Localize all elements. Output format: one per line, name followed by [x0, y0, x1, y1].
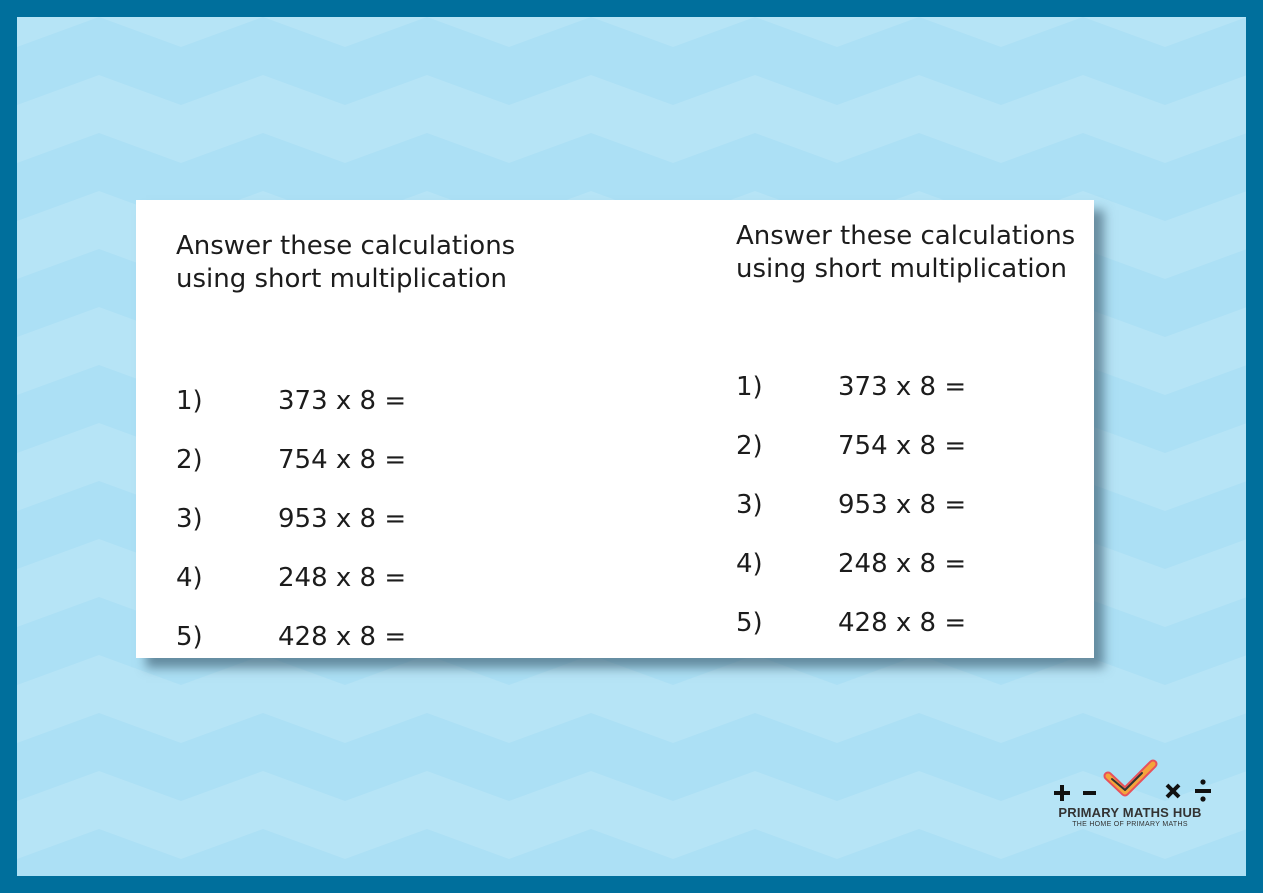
- question-item: [176, 622, 406, 681]
- logo-symbols: [1050, 752, 1220, 802]
- instruction-text: Answer these calculations using short multiplication: [176, 231, 516, 294]
- question-item: [176, 386, 406, 445]
- question-item: [736, 490, 966, 549]
- logo-brand-name: PRIMARY MATHS HUB: [1058, 805, 1202, 820]
- question-item: [736, 372, 966, 431]
- question-list: [736, 372, 966, 667]
- question-number: 4): [736, 549, 763, 579]
- question-number: 2): [176, 445, 203, 475]
- question-expression: 754 x 8 =: [838, 431, 967, 461]
- multiply-icon: [1167, 785, 1179, 797]
- worksheet-column-left: [176, 230, 516, 652]
- instruction-text: Answer these calculations using short multiplication: [736, 221, 1076, 284]
- question-expression: 373 x 8 =: [278, 386, 407, 416]
- question-number: 5): [736, 608, 763, 638]
- question-expression: 373 x 8 =: [838, 372, 967, 402]
- minus-icon: [1083, 791, 1096, 795]
- question-number: 1): [176, 386, 203, 416]
- plus-icon: [1054, 785, 1070, 801]
- worksheet-column-right: [736, 220, 1076, 638]
- question-number: 1): [736, 372, 763, 402]
- question-expression: 953 x 8 =: [838, 490, 967, 520]
- question-item: [176, 504, 406, 563]
- background-panel: [17, 17, 1246, 876]
- question-number: 5): [176, 622, 203, 652]
- question-item: [176, 563, 406, 622]
- question-number: 3): [176, 504, 203, 534]
- question-number: 3): [736, 490, 763, 520]
- check-icon: [1108, 764, 1153, 792]
- worksheet-card: [136, 200, 1094, 658]
- question-number: 2): [736, 431, 763, 461]
- logo-tagline: THE HOME OF PRIMARY MATHS: [1072, 821, 1188, 828]
- question-item: [736, 549, 966, 608]
- question-item: [176, 445, 406, 504]
- question-number: 4): [176, 563, 203, 593]
- question-expression: 428 x 8 =: [278, 622, 407, 652]
- question-expression: 248 x 8 =: [838, 549, 967, 579]
- question-expression: 953 x 8 =: [278, 504, 407, 534]
- question-list: [176, 386, 406, 681]
- question-expression: 248 x 8 =: [278, 563, 407, 593]
- question-expression: 754 x 8 =: [278, 445, 407, 475]
- primary-maths-hub-logo: [1040, 752, 1220, 832]
- question-expression: 428 x 8 =: [838, 608, 967, 638]
- question-item: [736, 431, 966, 490]
- question-item: [736, 608, 966, 667]
- divide-icon: [1195, 779, 1211, 801]
